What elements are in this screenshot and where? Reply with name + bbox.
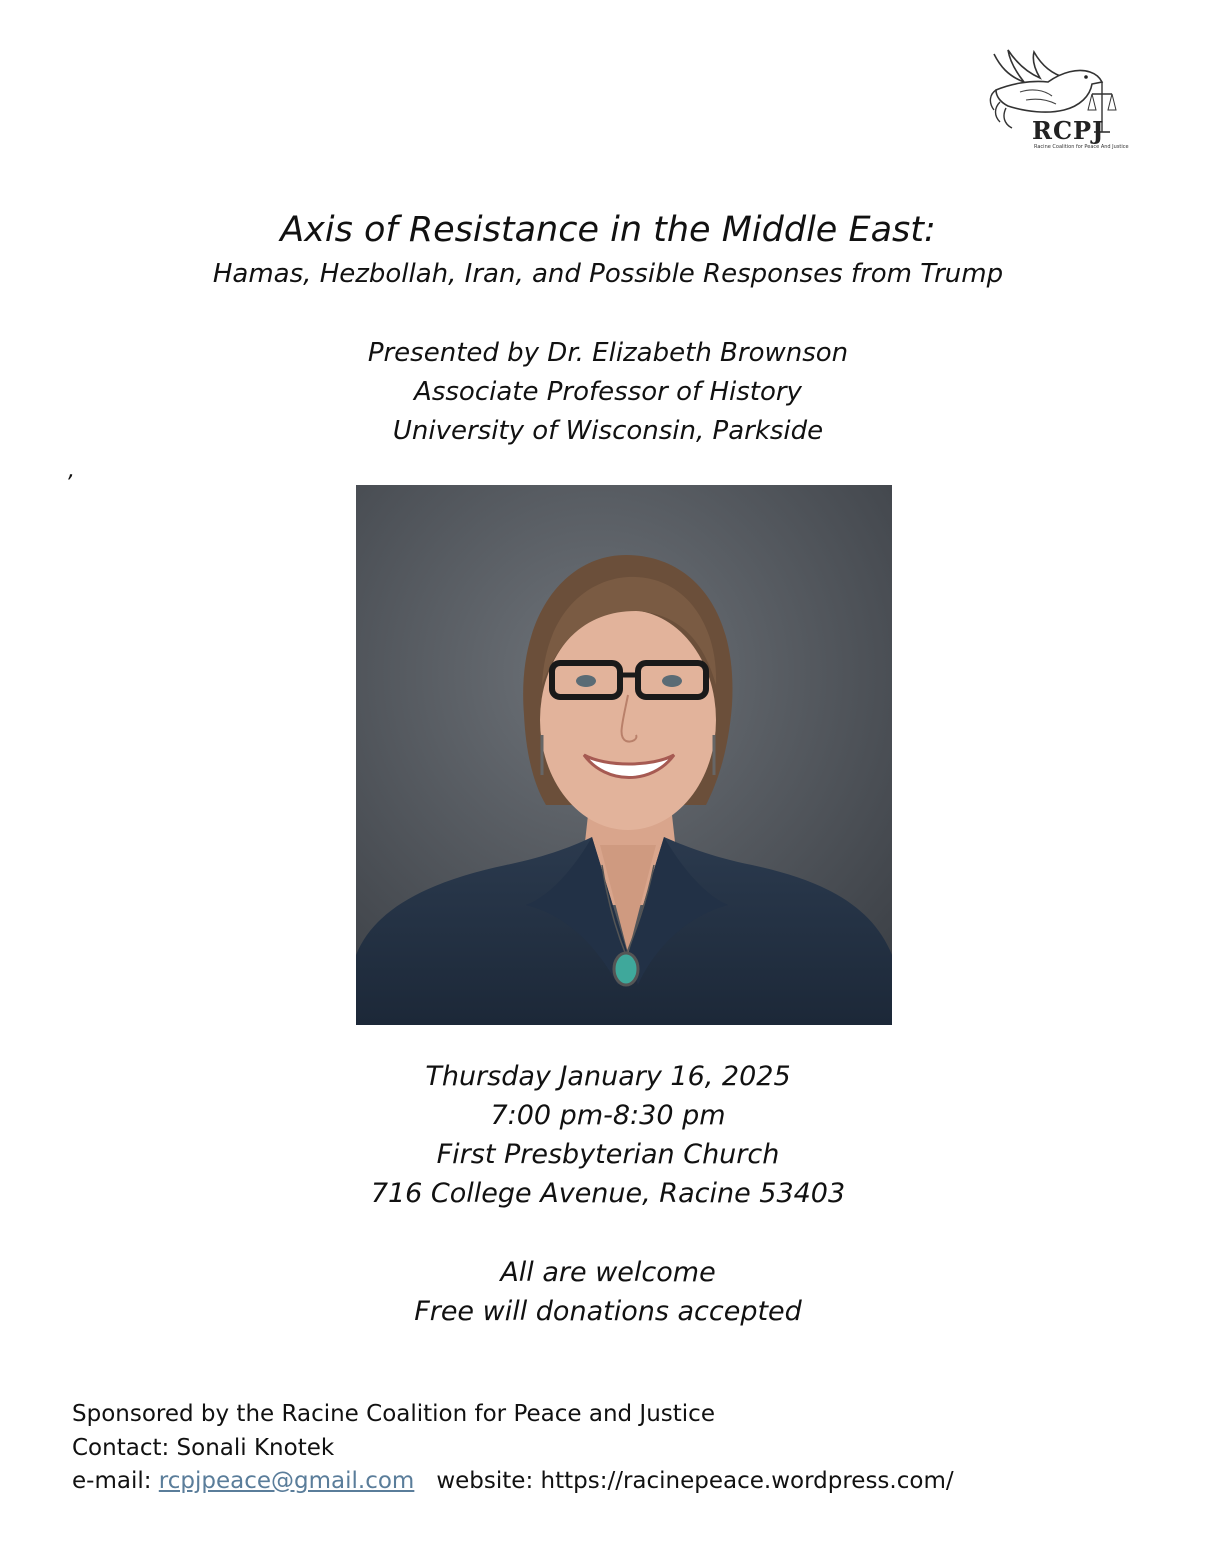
event-details (0, 1057, 1216, 1213)
contact-line: Contact: Sonali Knotek (72, 1434, 335, 1461)
stray-comma: , (68, 458, 75, 483)
presenter-title: Associate Professor of History (414, 377, 802, 407)
event-address: 716 College Avenue, Racine 53403 (370, 1178, 846, 1209)
logo-subtext: Racine Coalition for Peace And Justice (1034, 144, 1129, 150)
welcome-line: All are welcome (500, 1257, 716, 1288)
speaker-photo (356, 485, 892, 1025)
presenter-info (0, 334, 1216, 451)
footer (72, 1398, 954, 1499)
presenter-affiliation: University of Wisconsin, Parkside (392, 416, 824, 446)
event-venue: First Presbyterian Church (436, 1139, 780, 1170)
rcpj-logo (986, 44, 1129, 154)
presenter-name: Presented by Dr. Elizabeth Brownson (367, 338, 849, 368)
email-website-line (72, 1465, 954, 1499)
page-title: Axis of Resistance in the Middle East: (280, 210, 936, 250)
website-text: website: https://racinepeace.wordpress.com/ (436, 1468, 954, 1494)
donations-line: Free will donations accepted (414, 1296, 802, 1327)
event-date: Thursday January 16, 2025 (425, 1061, 791, 1092)
welcome-info (0, 1253, 1216, 1331)
page-subtitle: Hamas, Hezbollah, Iran, and Possible Responses from Trump (212, 259, 1004, 289)
email-link[interactable]: rcpjpeace@gmail.com (158, 1468, 415, 1494)
logo-text: RCPJ (1032, 116, 1105, 145)
sponsor-line: Sponsored by the Racine Coalition for Peace and Justice (72, 1401, 715, 1427)
event-time: 7:00 pm-8:30 pm (490, 1100, 726, 1131)
email-label: e-mail: (72, 1468, 159, 1494)
